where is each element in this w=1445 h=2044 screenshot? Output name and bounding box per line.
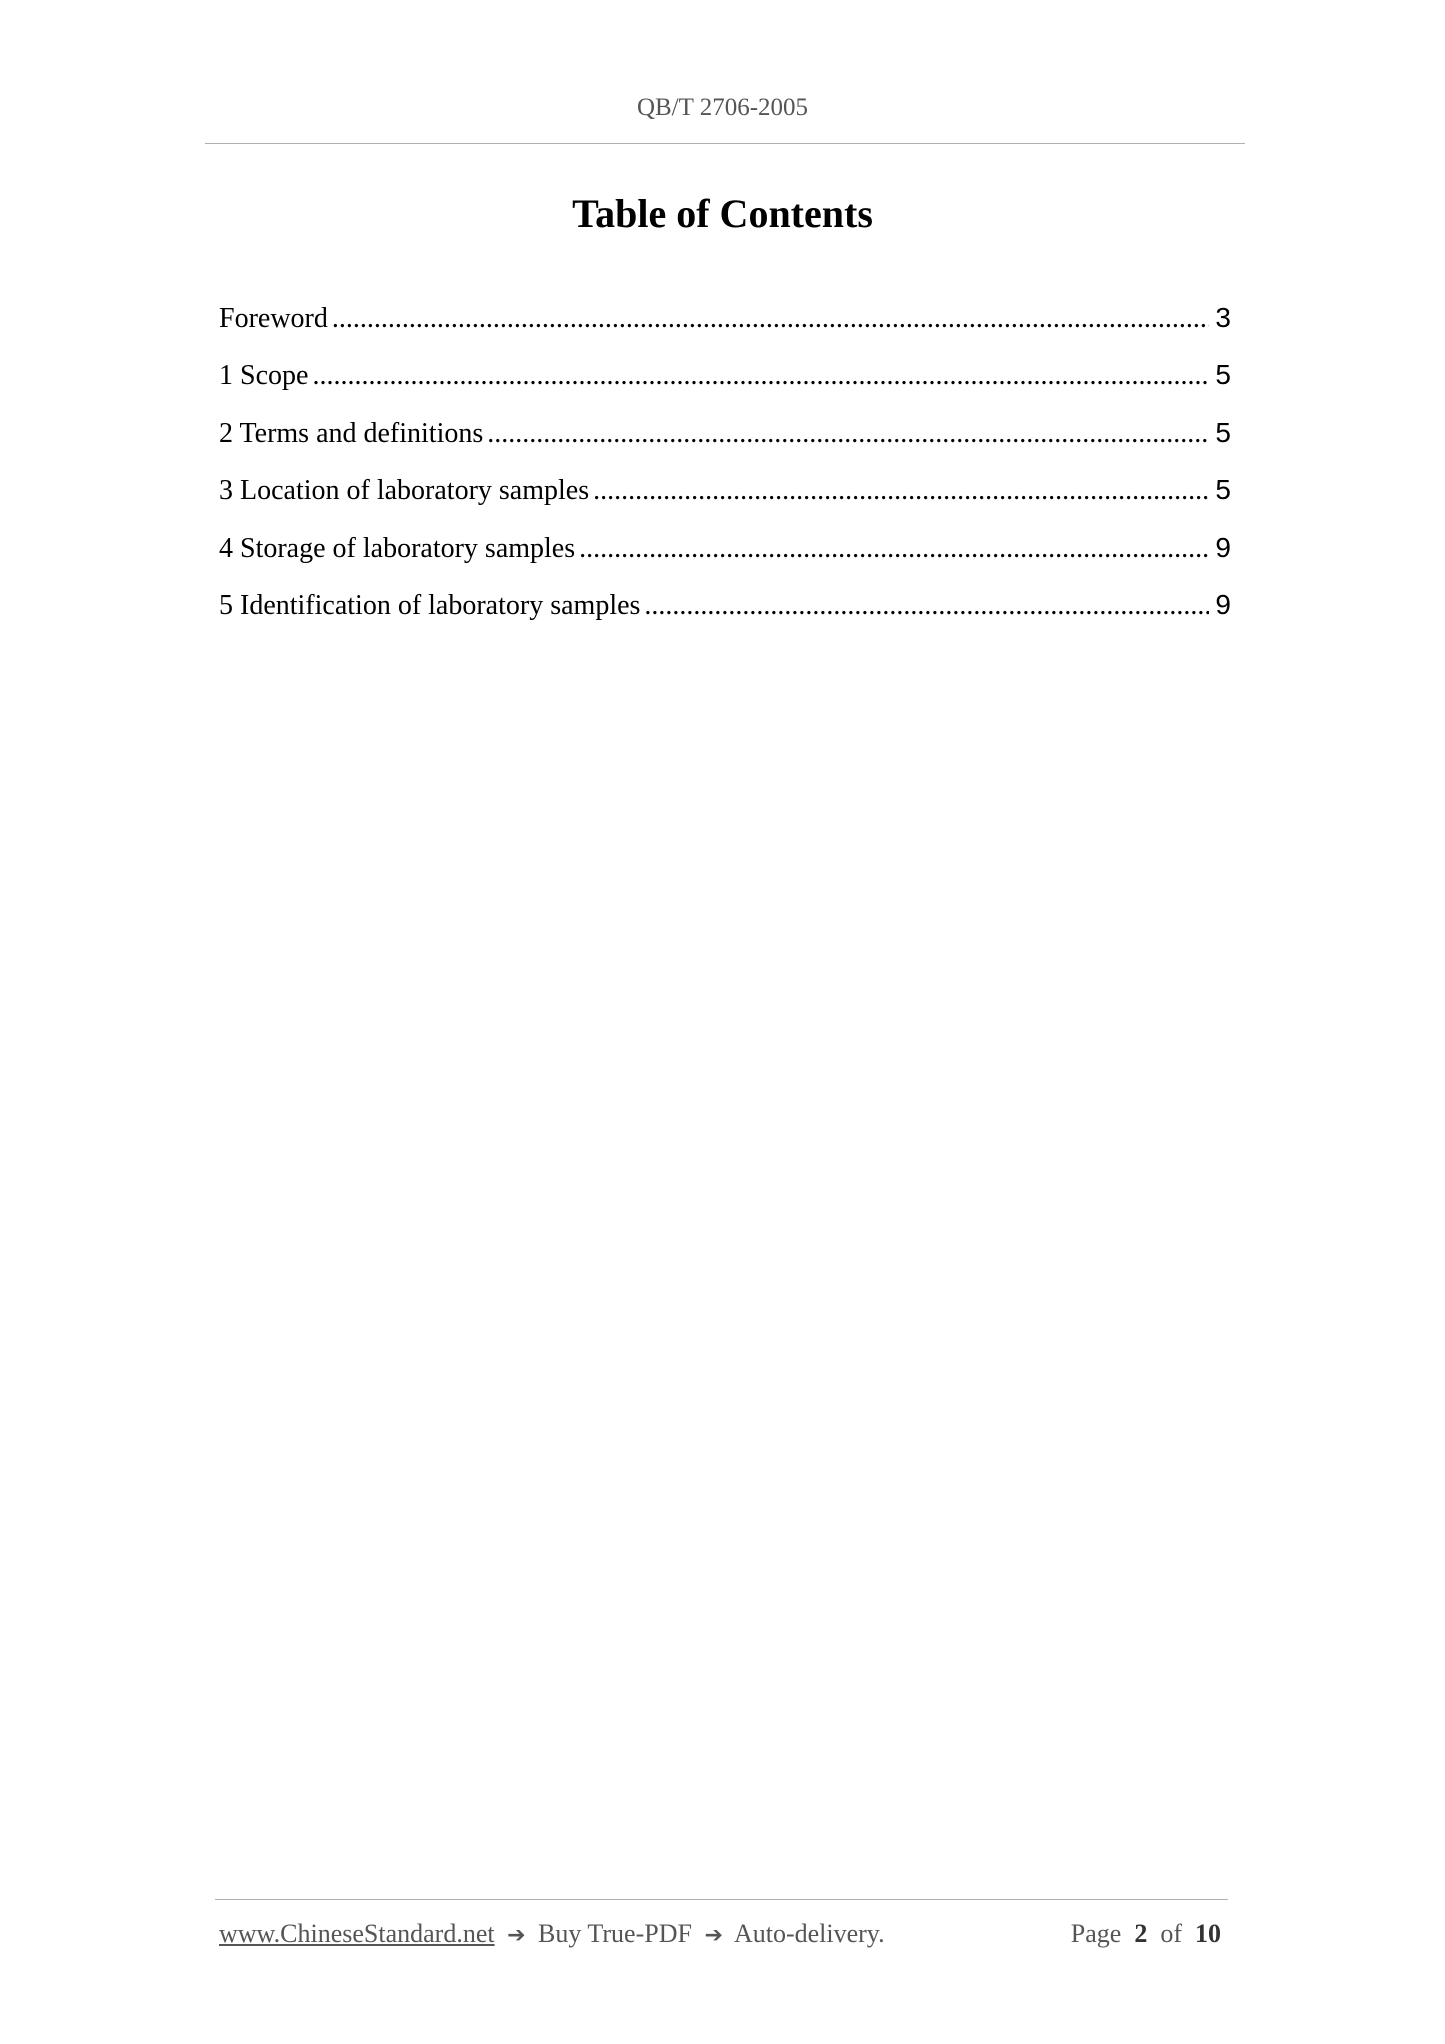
standard-code: QB/T 2706-2005 <box>636 94 809 121</box>
toc-entry-label: 1 Scope <box>219 360 309 392</box>
page-word: Page <box>1070 1919 1122 1948</box>
toc-entry-label: 2 Terms and definitions <box>219 417 484 449</box>
toc-entry-scope[interactable] <box>219 355 1231 412</box>
toc-entry-page: 5 <box>1215 416 1231 448</box>
right-arrow-icon: ➔ <box>507 1923 526 1948</box>
toc-entry-storage-of-laboratory-samples[interactable] <box>219 528 1231 585</box>
toc-entry-page: 5 <box>1215 474 1231 506</box>
toc-entry-foreword[interactable] <box>219 298 1231 355</box>
current-page-number: 2 <box>1134 1919 1148 1948</box>
toc-entry-identification-of-laboratory-samples[interactable] <box>219 585 1231 642</box>
toc-entry-location-of-laboratory-samples[interactable] <box>219 470 1231 527</box>
toc-entry-label: Foreword <box>219 303 328 334</box>
toc-title: Table of Contents <box>572 191 873 236</box>
header-divider <box>205 143 1245 144</box>
toc-dot-leader <box>332 299 1210 339</box>
footer-divider <box>215 1899 1228 1900</box>
total-pages-number: 10 <box>1195 1919 1221 1948</box>
toc-dot-leader <box>593 471 1209 511</box>
buy-true-pdf-text: Buy True-PDF <box>538 1919 692 1948</box>
website-link[interactable]: www.ChineseStandard.net <box>219 1919 495 1948</box>
footer-promo <box>219 1919 885 1949</box>
toc-dot-leader <box>579 529 1209 569</box>
right-arrow-icon: ➔ <box>704 1923 723 1948</box>
toc-list <box>219 298 1231 642</box>
toc-entry-label: 4 Storage of laboratory samples <box>219 532 576 564</box>
toc-entry-page: 3 <box>1215 302 1231 333</box>
toc-entry-page: 5 <box>1215 359 1231 391</box>
toc-entry-page: 9 <box>1215 588 1231 620</box>
of-word: of <box>1160 1919 1182 1948</box>
toc-dot-leader <box>487 414 1209 454</box>
auto-delivery-text: Auto-delivery. <box>733 1919 885 1948</box>
toc-entry-label: 5 Identification of laboratory samples <box>219 589 641 621</box>
page-number <box>1071 1919 1221 1949</box>
toc-entry-page: 9 <box>1215 531 1231 563</box>
toc-entry-terms-and-definitions[interactable] <box>219 413 1231 470</box>
toc-dot-leader <box>312 356 1209 396</box>
toc-entry-label: 3 Location of laboratory samples <box>219 475 590 507</box>
toc-dot-leader <box>644 586 1209 626</box>
